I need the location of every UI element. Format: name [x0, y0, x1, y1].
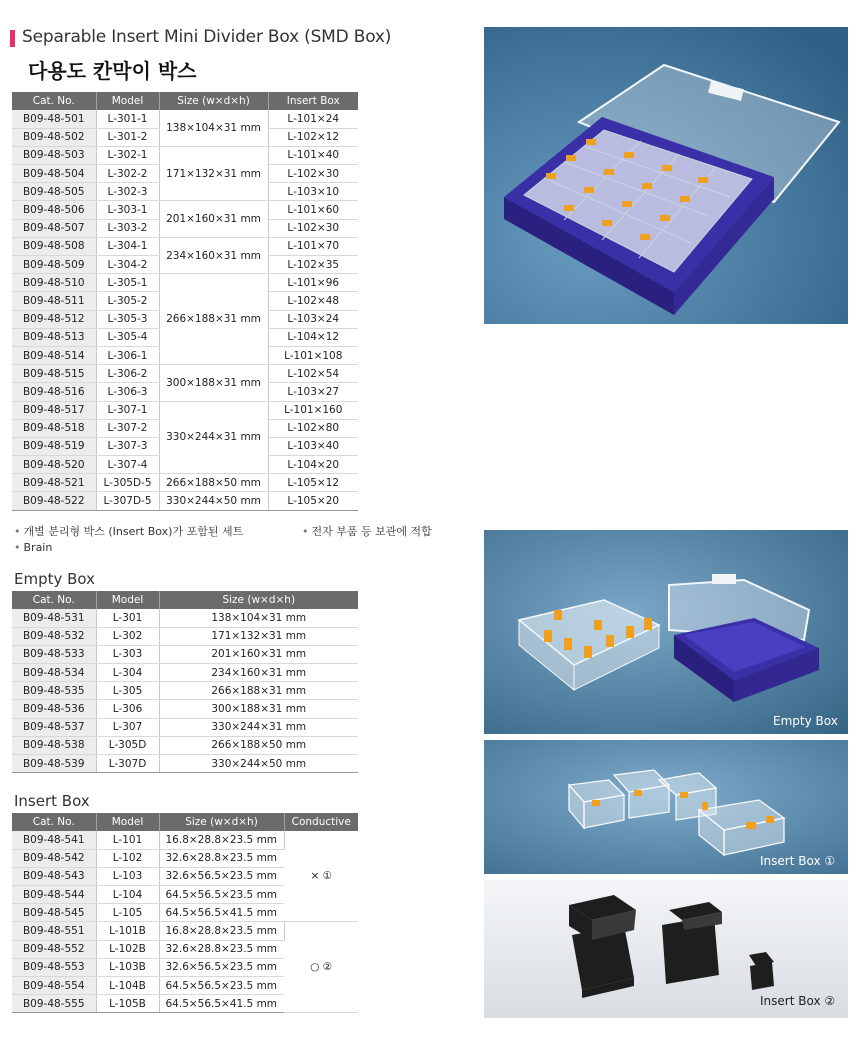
size-cell: 16.8×28.8×23.5 mm — [159, 831, 284, 849]
cat-no-cell: B09-48-555 — [12, 995, 96, 1013]
model-cell: L-307-1 — [96, 401, 159, 419]
model-cell: L-305-2 — [96, 292, 159, 310]
header-size: Size (w×d×h) — [159, 92, 268, 110]
size-cell: 32.6×28.8×23.5 mm — [159, 849, 284, 867]
model-cell: L-101 — [96, 831, 159, 849]
insert-cell: L-101×160 — [268, 401, 358, 419]
size-cell: 330×244×31 mm — [159, 718, 358, 736]
model-cell: L-303-1 — [96, 201, 159, 219]
model-cell: L-307 — [96, 718, 159, 736]
insert-cell: L-101×24 — [268, 110, 358, 128]
table-row — [12, 492, 358, 510]
model-cell: L-105B — [96, 995, 159, 1013]
cat-no-cell: B09-48-552 — [12, 940, 96, 958]
model-cell: L-307-3 — [96, 437, 159, 455]
model-cell: L-303 — [96, 645, 159, 663]
cat-no-cell: B09-48-554 — [12, 977, 96, 995]
model-cell: L-104B — [96, 977, 159, 995]
model-cell: L-307-4 — [96, 456, 159, 474]
size-cell: 201×160×31 mm — [159, 201, 268, 237]
cat-no-cell: B09-48-510 — [12, 274, 96, 292]
cat-no-cell: B09-48-537 — [12, 718, 96, 736]
model-cell: L-105 — [96, 904, 159, 922]
table-row — [12, 736, 358, 754]
cat-no-cell: B09-48-531 — [12, 609, 96, 627]
cat-no-cell: B09-48-518 — [12, 419, 96, 437]
model-cell: L-102B — [96, 940, 159, 958]
header-cat-no: Cat. No. — [12, 591, 96, 609]
size-cell: 266×188×50 mm — [159, 474, 268, 492]
page-title-english: Separable Insert Mini Divider Box (SMD Box) — [22, 27, 392, 47]
model-cell: L-304-1 — [96, 237, 159, 255]
section-title-empty-box: Empty Box — [14, 570, 96, 588]
table-row — [12, 110, 358, 128]
size-cell: 64.5×56.5×23.5 mm — [159, 977, 284, 995]
size-cell: 300×188×31 mm — [159, 365, 268, 401]
table-row — [12, 401, 358, 419]
size-cell: 300×188×31 mm — [159, 700, 358, 718]
insert-cell: L-103×10 — [268, 183, 358, 201]
cat-no-cell: B09-48-545 — [12, 904, 96, 922]
table-row — [12, 146, 358, 164]
cat-no-cell: B09-48-502 — [12, 128, 96, 146]
insert-cell: L-105×20 — [268, 492, 358, 510]
caption-insert-box-2: Insert Box ② — [760, 994, 836, 1008]
size-cell: 16.8×28.8×23.5 mm — [159, 922, 284, 940]
model-cell: L-305 — [96, 682, 159, 700]
model-cell: L-305-4 — [96, 328, 159, 346]
model-cell: L-307D-5 — [96, 492, 159, 510]
size-cell: 64.5×56.5×23.5 mm — [159, 886, 284, 904]
cat-no-cell: B09-48-541 — [12, 831, 96, 849]
cat-no-cell: B09-48-506 — [12, 201, 96, 219]
cat-no-cell: B09-48-505 — [12, 183, 96, 201]
table-row — [12, 365, 358, 383]
cat-no-cell: B09-48-532 — [12, 627, 96, 645]
table-row — [12, 718, 358, 736]
table-row — [12, 700, 358, 718]
insert-cell: L-102×48 — [268, 292, 358, 310]
insert-cell: L-101×108 — [268, 346, 358, 364]
cat-no-cell: B09-48-543 — [12, 867, 96, 885]
cat-no-cell: B09-48-519 — [12, 437, 96, 455]
model-cell: L-306-3 — [96, 383, 159, 401]
model-cell: L-305D — [96, 736, 159, 754]
table-header-row — [12, 813, 358, 831]
cat-no-cell: B09-48-517 — [12, 401, 96, 419]
cat-no-cell: B09-48-515 — [12, 365, 96, 383]
cat-no-cell: B09-48-538 — [12, 736, 96, 754]
cat-no-cell: B09-48-507 — [12, 219, 96, 237]
table-row — [12, 664, 358, 682]
cat-no-cell: B09-48-544 — [12, 886, 96, 904]
size-cell: 138×104×31 mm — [159, 609, 358, 627]
size-cell: 234×160×31 mm — [159, 237, 268, 273]
size-cell: 266×188×31 mm — [159, 682, 358, 700]
table-row — [12, 645, 358, 663]
model-cell: L-305-3 — [96, 310, 159, 328]
cat-no-cell: B09-48-511 — [12, 292, 96, 310]
table-row — [12, 755, 358, 773]
size-cell: 201×160×31 mm — [159, 645, 358, 663]
insert-cell: L-103×24 — [268, 310, 358, 328]
size-cell: 32.6×56.5×23.5 mm — [159, 867, 284, 885]
cat-no-cell: B09-48-508 — [12, 237, 96, 255]
cat-no-cell: B09-48-513 — [12, 328, 96, 346]
cat-no-cell: B09-48-522 — [12, 492, 96, 510]
note-text: 전자 부품 등 보관에 적합 — [311, 525, 432, 538]
photo-smd-box — [484, 27, 848, 324]
insert-cell: L-101×70 — [268, 237, 358, 255]
note-text: Brain — [23, 541, 53, 554]
model-cell: L-302-3 — [96, 183, 159, 201]
size-cell: 64.5×56.5×41.5 mm — [159, 995, 284, 1013]
cat-no-cell: B09-48-520 — [12, 456, 96, 474]
cat-no-cell: B09-48-504 — [12, 165, 96, 183]
cat-no-cell: B09-48-551 — [12, 922, 96, 940]
header-cat-no: Cat. No. — [12, 92, 96, 110]
insert-cell: L-102×35 — [268, 256, 358, 274]
section-title-insert-box: Insert Box — [14, 792, 90, 810]
photo-insert-box-1 — [484, 740, 848, 874]
cat-no-cell: B09-48-542 — [12, 849, 96, 867]
insert-cell: L-101×96 — [268, 274, 358, 292]
model-cell: L-302 — [96, 627, 159, 645]
cat-no-cell: B09-48-521 — [12, 474, 96, 492]
header-size: Size (w×d×h) — [159, 813, 284, 831]
conductive-cell: ○ ② — [284, 922, 358, 1013]
cat-no-cell: B09-48-514 — [12, 346, 96, 364]
cat-no-cell: B09-48-553 — [12, 958, 96, 976]
bullet-icon: • — [14, 525, 21, 538]
model-cell: L-305D-5 — [96, 474, 159, 492]
size-cell: 266×188×50 mm — [159, 736, 358, 754]
size-cell: 330×244×50 mm — [159, 755, 358, 773]
table-header-row — [12, 92, 358, 110]
cat-no-cell: B09-48-503 — [12, 146, 96, 164]
model-cell: L-102 — [96, 849, 159, 867]
insert-cell: L-104×12 — [268, 328, 358, 346]
size-cell: 32.6×28.8×23.5 mm — [159, 940, 284, 958]
model-cell: L-306-1 — [96, 346, 159, 364]
cat-no-cell: B09-48-533 — [12, 645, 96, 663]
header-model: Model — [96, 813, 159, 831]
cat-no-cell: B09-48-501 — [12, 110, 96, 128]
header-model: Model — [96, 92, 159, 110]
insert-cell: L-104×20 — [268, 456, 358, 474]
model-cell: L-302-2 — [96, 165, 159, 183]
size-cell: 234×160×31 mm — [159, 664, 358, 682]
table-row — [12, 831, 358, 849]
table-header-row — [12, 591, 358, 609]
note-storage — [302, 523, 432, 539]
model-cell: L-303-2 — [96, 219, 159, 237]
model-cell: L-306 — [96, 700, 159, 718]
size-cell: 64.5×56.5×41.5 mm — [159, 904, 284, 922]
cat-no-cell: B09-48-539 — [12, 755, 96, 773]
model-cell: L-306-2 — [96, 365, 159, 383]
size-cell: 266×188×31 mm — [159, 274, 268, 365]
photo-empty-box — [484, 530, 848, 734]
cat-no-cell: B09-48-536 — [12, 700, 96, 718]
model-cell: L-104 — [96, 886, 159, 904]
model-cell: L-304 — [96, 664, 159, 682]
insert-cell: L-102×30 — [268, 165, 358, 183]
header-conductive: Conductive — [284, 813, 358, 831]
model-cell: L-305-1 — [96, 274, 159, 292]
cat-no-cell: B09-48-509 — [12, 256, 96, 274]
insert-cell: L-101×40 — [268, 146, 358, 164]
size-cell: 138×104×31 mm — [159, 110, 268, 146]
table-row — [12, 237, 358, 255]
model-cell: L-103B — [96, 958, 159, 976]
caption-insert-box-1: Insert Box ① — [760, 854, 836, 868]
smd-box-illustration — [484, 27, 848, 324]
cat-no-cell: B09-48-534 — [12, 664, 96, 682]
insert-cell: L-102×30 — [268, 219, 358, 237]
note-brand — [14, 541, 52, 554]
empty-box-illustration — [484, 530, 848, 734]
model-cell: L-301-2 — [96, 128, 159, 146]
model-cell: L-301 — [96, 609, 159, 627]
header-cat-no: Cat. No. — [12, 813, 96, 831]
header-insert-box: Insert Box — [268, 92, 358, 110]
model-cell: L-304-2 — [96, 256, 159, 274]
model-cell: L-302-1 — [96, 146, 159, 164]
insert-cell: L-102×54 — [268, 365, 358, 383]
size-cell: 330×244×50 mm — [159, 492, 268, 510]
empty-box-table — [12, 591, 358, 773]
insert-cell: L-103×40 — [268, 437, 358, 455]
bullet-icon: • — [302, 525, 309, 538]
table-row — [12, 474, 358, 492]
table-row — [12, 201, 358, 219]
insert-cell: L-102×80 — [268, 419, 358, 437]
photo-insert-box-2 — [484, 880, 848, 1018]
table-row — [12, 922, 358, 940]
table-row — [12, 627, 358, 645]
insert-cell: L-102×12 — [268, 128, 358, 146]
header-model: Model — [96, 591, 159, 609]
page-title-korean: 다용도 칸막이 박스 — [28, 59, 197, 83]
conductive-cell: × ① — [284, 831, 358, 922]
model-cell: L-307-2 — [96, 419, 159, 437]
smd-box-table — [12, 92, 358, 511]
model-cell: L-307D — [96, 755, 159, 773]
model-cell: L-301-1 — [96, 110, 159, 128]
table-row — [12, 682, 358, 700]
cat-no-cell: B09-48-512 — [12, 310, 96, 328]
size-cell: 32.6×56.5×23.5 mm — [159, 958, 284, 976]
title-accent-bar — [10, 30, 15, 47]
insert-cell: L-103×27 — [268, 383, 358, 401]
size-cell: 330×244×31 mm — [159, 401, 268, 474]
insert-cell: L-105×12 — [268, 474, 358, 492]
size-cell: 171×132×31 mm — [159, 627, 358, 645]
model-cell: L-101B — [96, 922, 159, 940]
caption-empty-box: Empty Box — [773, 714, 838, 728]
insert-box-table — [12, 813, 358, 1013]
note-insert-set — [14, 523, 243, 539]
insert-cell: L-101×60 — [268, 201, 358, 219]
size-cell: 171×132×31 mm — [159, 146, 268, 201]
cat-no-cell: B09-48-535 — [12, 682, 96, 700]
table-row — [12, 274, 358, 292]
model-cell: L-103 — [96, 867, 159, 885]
note-text: 개별 분리형 박스 (Insert Box)가 포함된 세트 — [23, 525, 244, 538]
bullet-icon: • — [14, 541, 21, 554]
cat-no-cell: B09-48-516 — [12, 383, 96, 401]
table-row — [12, 609, 358, 627]
header-size: Size (w×d×h) — [159, 591, 358, 609]
